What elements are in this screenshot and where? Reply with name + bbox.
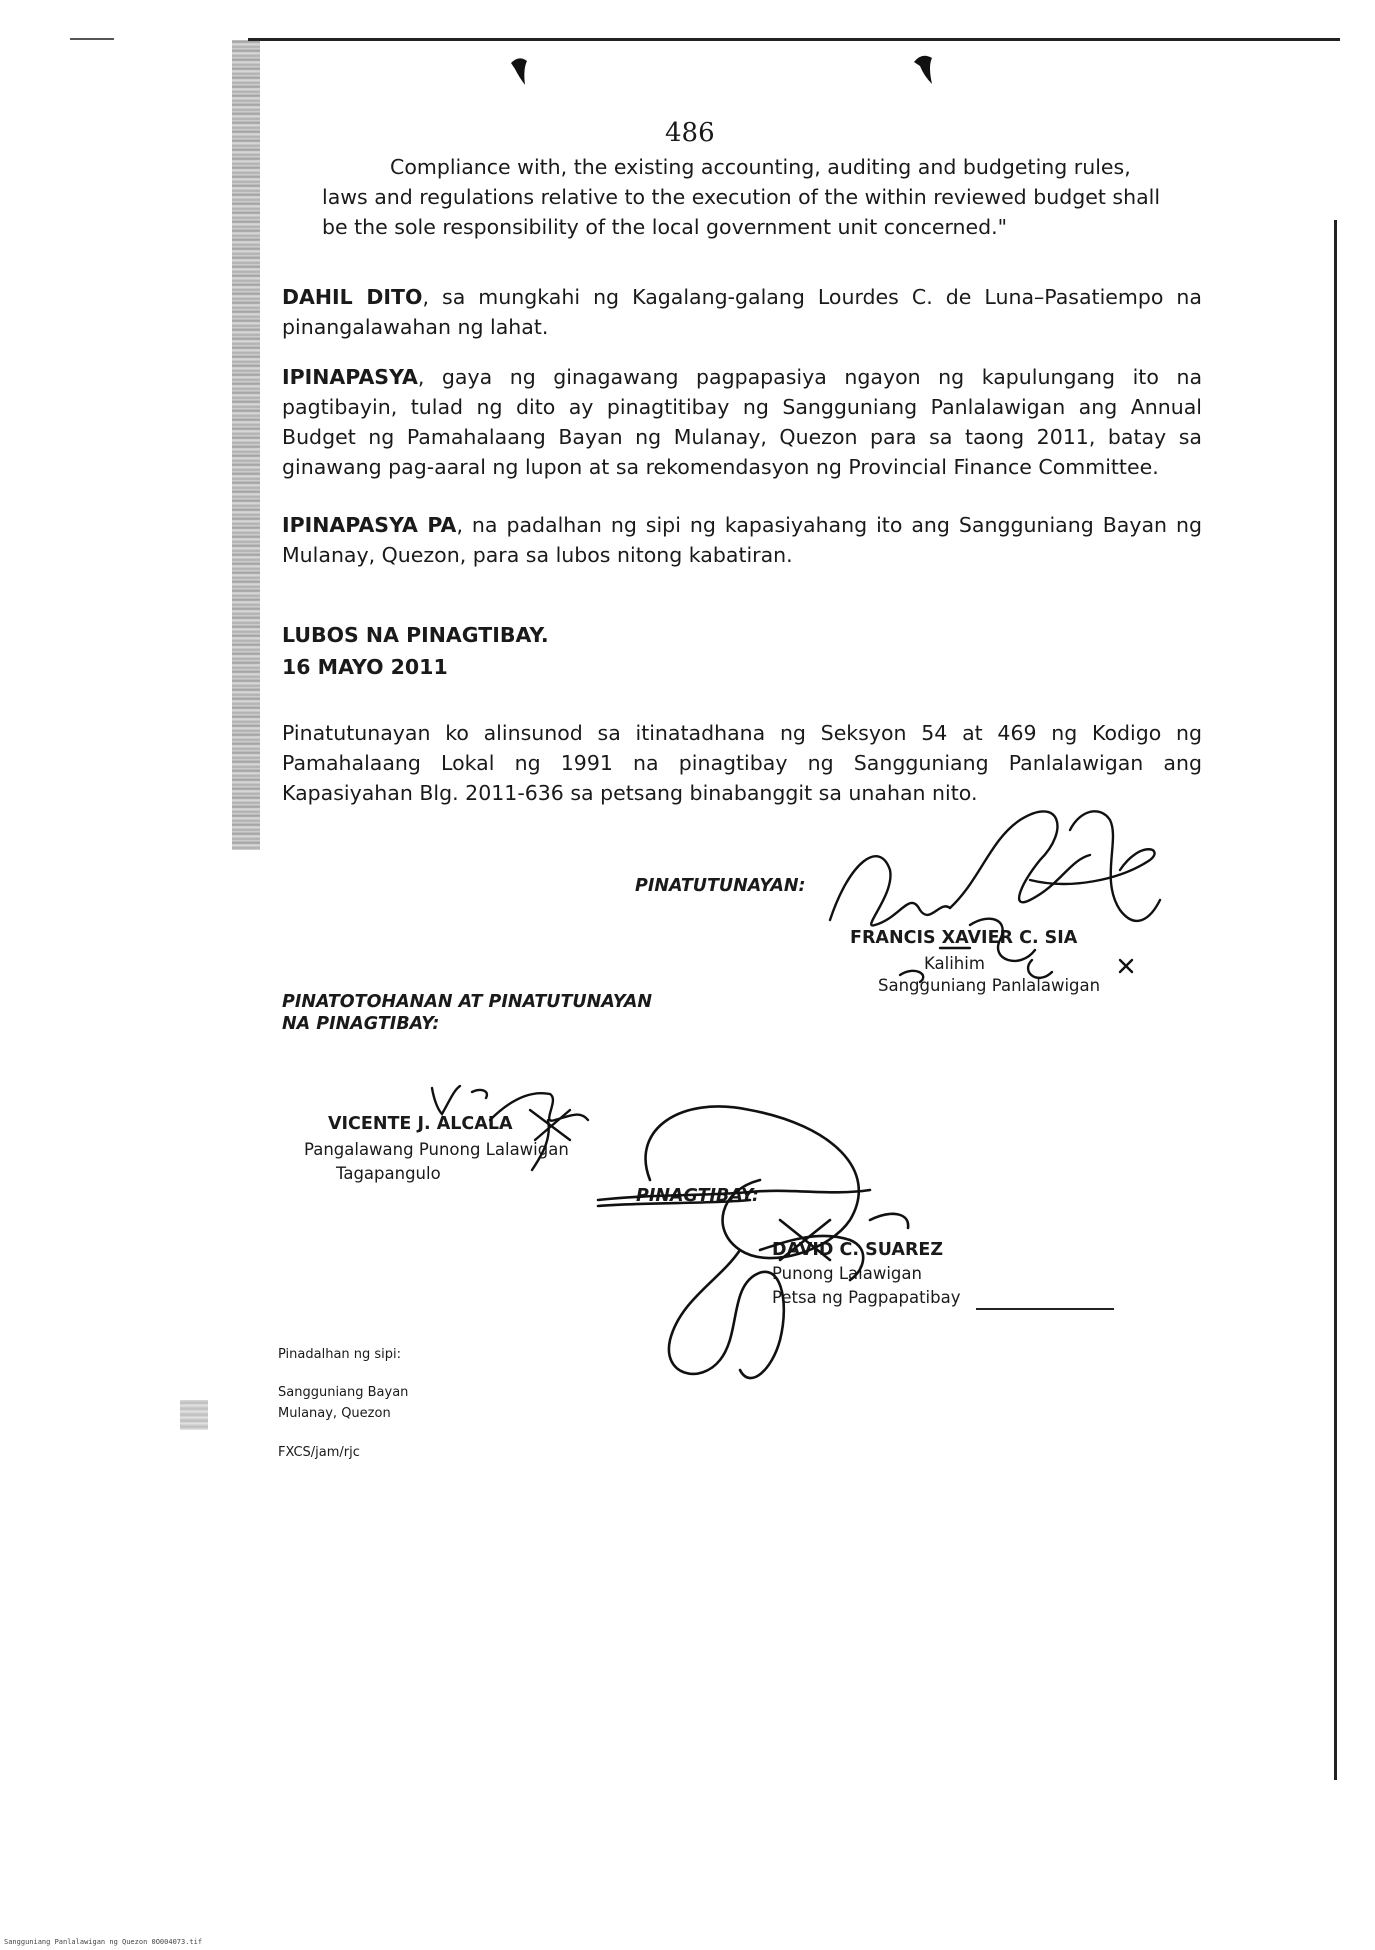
copy-recipient-2: Mulanay, Quezon: [278, 1406, 391, 1421]
motion-text: , sa mungkahi ng Kagalang-galang Lourdes C. de Luna–Pasatiempo na pinangalawahan ng lahat.: [282, 285, 1202, 339]
motion-lead: DAHIL DITO: [282, 285, 423, 309]
copy-furnished-label: Pinadalhan ng sipi:: [278, 1347, 402, 1362]
quote-line-2: laws and regulations relative to the execution of the within reviewed budget shall: [322, 185, 1161, 209]
scan-edge-mark: [180, 1400, 208, 1430]
resolution-copy-text: , na padalhan ng sipi ng kapasiyahang ito ang Sangguniang Bayan ng Mulanay, Quezon, para sa lubos nitong kabatiran.: [282, 513, 1203, 567]
page-top-border: [248, 38, 1340, 41]
governor-name: DAVID C. SUAREZ: [772, 1240, 944, 1260]
governor-date-line: [976, 1308, 1114, 1310]
scan-edge-shadow: [232, 40, 260, 850]
vice-governor-label-1: PINATOTOHANAN AT PINATUTUNAYAN: [282, 992, 653, 1012]
approval-line-1: LUBOS NA PINAGTIBAY.: [282, 623, 549, 647]
secretary-office: Sangguniang Panlalawigan: [878, 976, 1101, 995]
governor-label: PINAGTIBAY:: [636, 1186, 760, 1206]
vice-governor-role: Tagapangulo: [336, 1164, 441, 1183]
resolution-text: , gaya ng ginagawang pagpapasiya ngayon ng kapulungang ito na pagtibayin, tulad ng dito ay pinagtitibay ng Sangguniang Panlalawigan ang Annual Budget ng Pamahalaang Bayan ng Mulanay, Quezon para sa taong 2011, batay sa ginawang pag-aaral ng lupon at sa rekomendasyon ng Provincial Finance Committee.: [282, 365, 1202, 479]
compliance-clause: [322, 152, 1202, 242]
page-number: 486: [665, 118, 715, 148]
punch-mark-left-icon: [505, 55, 535, 95]
scan-footer: Sangguniang Panlalawigan ng Quezon 0O004073.tif: [4, 1938, 203, 1946]
resolution-lead: IPINAPASYA: [282, 365, 418, 389]
secretary-signature: [820, 800, 1180, 1000]
page-right-border: [1334, 220, 1337, 1780]
governor-title: Punong Lalawigan: [772, 1264, 922, 1283]
resolution-copy-lead: IPINAPASYA PA: [282, 513, 457, 537]
secretary-name: FRANCIS XAVIER C. SIA: [850, 928, 1078, 948]
governor-signature: [590, 1100, 970, 1390]
secretary-title: Kalihim: [924, 954, 985, 973]
vice-governor-name: VICENTE J. ALCALA: [328, 1114, 513, 1134]
quote-line-3: be the sole responsibility of the local government unit concerned.": [322, 215, 1008, 239]
governor-date-label: Petsa ng Pagpapatibay: [772, 1288, 961, 1307]
vice-governor-label-2: NA PINAGTIBAY:: [282, 1014, 440, 1034]
reference-initials: FXCS/jam/rjc: [278, 1445, 360, 1460]
certification-paragraph: Pinatutunayan ko alinsunod sa itinatadhana ng Seksyon 54 at 469 ng Kodigo ng Pamahalaang Lokal ng 1991 na pinagtibay ng Sangguniang Panlalawigan ang Kapasiyahan Blg. 2011-636 sa petsang binabanggit sa unahan nito.: [282, 721, 1202, 805]
resolution-paragraph: [282, 362, 1202, 482]
approval-date: 16 MAYO 2011: [282, 655, 448, 679]
vice-governor-title: Pangalawang Punong Lalawigan: [304, 1140, 569, 1159]
scan-margin-mark: [70, 38, 114, 40]
punch-mark-right-icon: [910, 52, 940, 92]
quote-line-1: Compliance with, the existing accounting, auditing and budgeting rules,: [390, 155, 1131, 179]
motion-paragraph: [282, 282, 1202, 342]
attest-label: PINATUTUNAYAN:: [635, 876, 806, 896]
resolution-copy-paragraph: [282, 510, 1202, 570]
copy-recipient-1: Sangguniang Bayan: [278, 1385, 409, 1400]
